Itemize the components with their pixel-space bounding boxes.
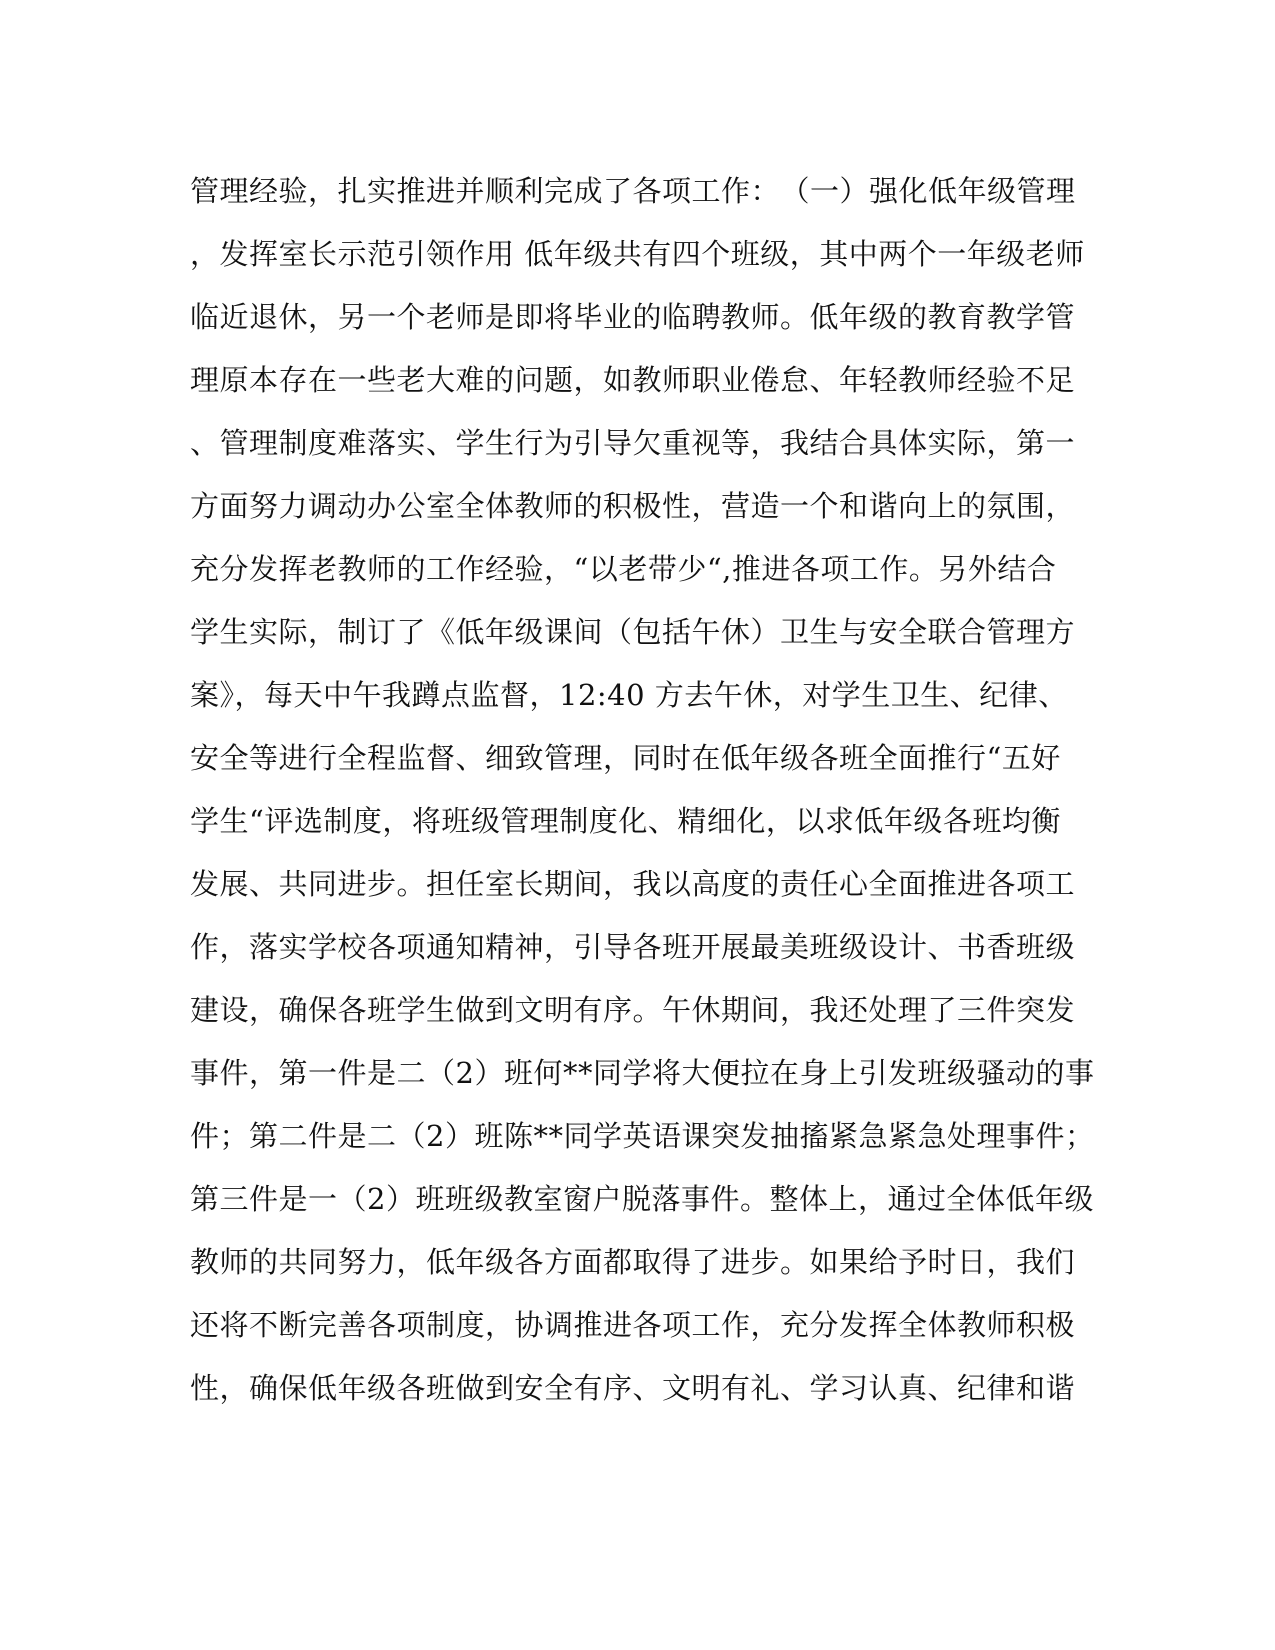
text-line-5: 、管理制度难落实、学生行为引导欠重视等，我结合具体实际，第一 — [190, 426, 1076, 460]
text-line-13: 作，落实学校各项通知精神，引导各班开展最美班级设计、书香班级 — [190, 930, 1076, 964]
text-line-1: 管理经验，扎实推进并顺利完成了各项工作： （一）强化低年级管理 — [190, 174, 1076, 208]
text-line-16: 件；第二件是二（2）班陈**同学英语课突发抽搐紧急紧急处理事件； — [190, 1119, 1095, 1153]
text-line-10: 安全等进行全程监督、细致管理，同时在低年级各班全面推行“五好 — [190, 741, 1061, 775]
text-line-6: 方面努力调动办公室全体教师的积极性，营造一个和谐向上的氛围， — [190, 489, 1076, 523]
text-line-14: 建设，确保各班学生做到文明有序。午休期间，我还处理了三件突发 — [190, 993, 1076, 1027]
text-line-3: 临近退休，另一个老师是即将毕业的临聘教师。低年级的教育教学管 — [190, 300, 1076, 334]
text-line-20: 性，确保低年级各班做到安全有序、文明有礼、学习认真、纪律和谐 — [190, 1371, 1076, 1405]
text-line-4: 理原本存在一些老大难的问题，如教师职业倦怠、年轻教师经验不足 — [190, 363, 1076, 397]
text-line-2: ，发挥室长示范引领作用 低年级共有四个班级，其中两个一年级老师 — [190, 237, 1085, 271]
text-line-18: 教师的共同努力，低年级各方面都取得了进步。如果给予时日，我们 — [190, 1245, 1076, 1279]
text-line-11: 学生“评选制度，将班级管理制度化、精细化，以求低年级各班均衡 — [190, 804, 1061, 838]
text-line-7: 充分发挥老教师的工作经验，“以老带少“,推进各项工作。另外结合 — [190, 552, 1057, 586]
text-line-19: 还将不断完善各项制度，协调推进各项工作，充分发挥全体教师积极 — [190, 1308, 1076, 1342]
text-line-15: 事件，第一件是二（2）班何**同学将大便拉在身上引发班级骚动的事 — [190, 1056, 1095, 1090]
text-line-12: 发展、共同进步。担任室长期间，我以高度的责任心全面推进各项工 — [190, 867, 1076, 901]
text-line-9: 案》，每天中午我蹲点监督，12:40 方去午休，对学生卫生、纪律、 — [190, 678, 1068, 712]
text-line-8: 学生实际，制订了《低年级课间（包括午休）卫生与安全联合管理方 — [190, 615, 1076, 649]
text-line-17: 第三件是一（2）班班级教室窗户脱落事件。整体上，通过全体低年级 — [190, 1182, 1094, 1216]
body-text — [190, 160, 1095, 1420]
